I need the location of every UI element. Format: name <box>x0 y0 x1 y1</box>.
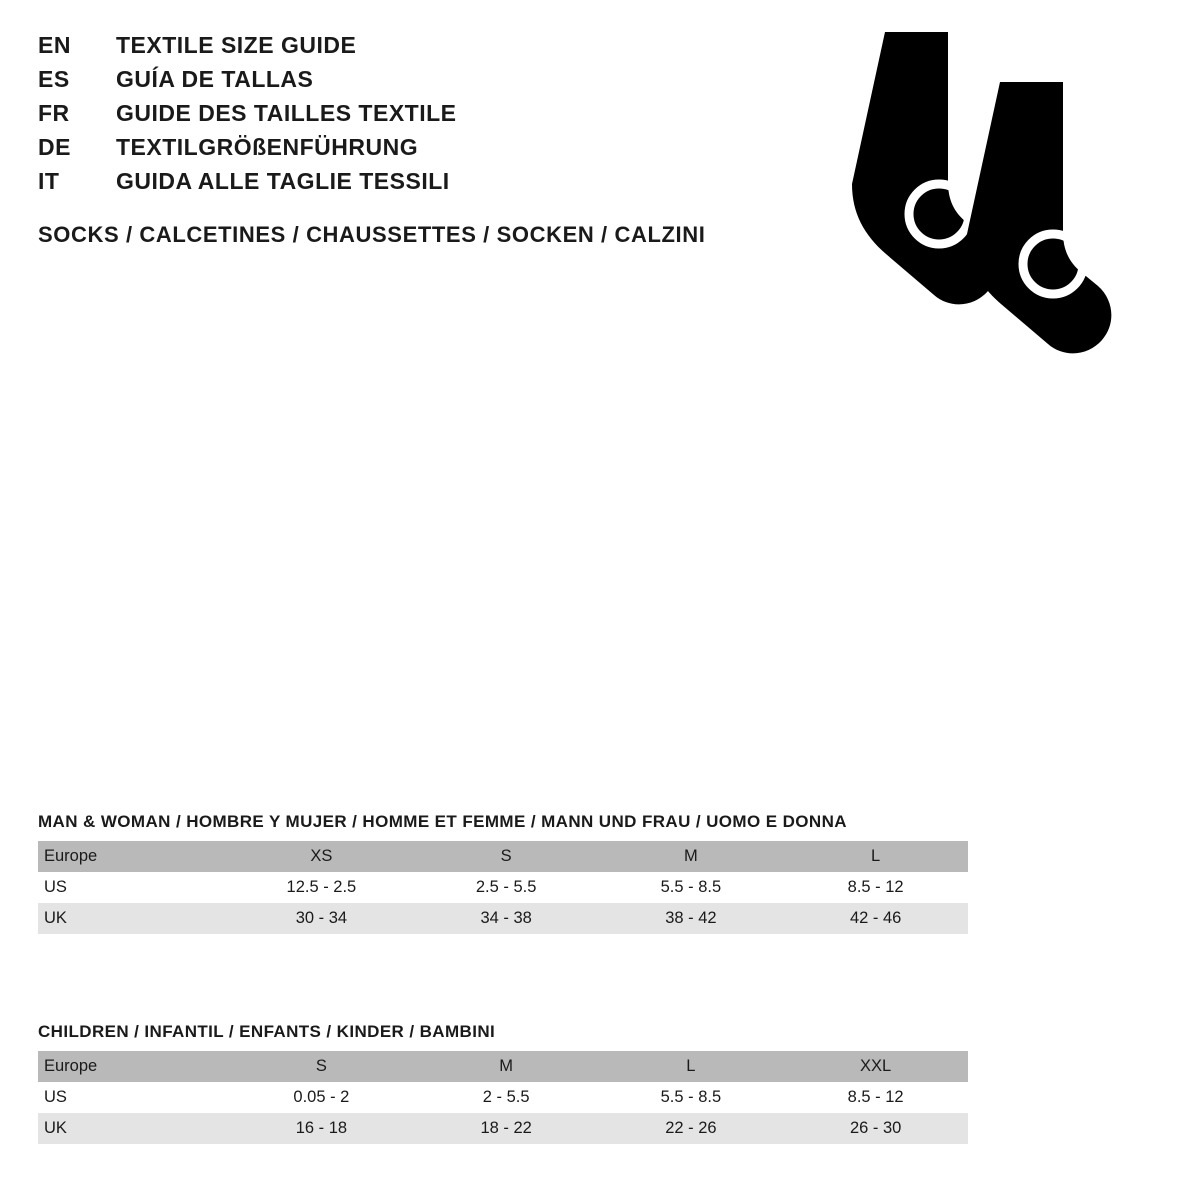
language-row-it <box>38 168 798 202</box>
cell-value: L <box>783 841 968 872</box>
cell-value: 22 - 26 <box>599 1113 784 1144</box>
section-title: CHILDREN / INFANTIL / ENFANTS / KINDER / BAMBINI <box>38 1022 496 1041</box>
size-section-children <box>38 1022 968 1144</box>
cell-value: XS <box>229 841 414 872</box>
table-row <box>38 872 968 903</box>
cell-value: 5.5 - 8.5 <box>599 872 784 903</box>
cell-value: 38 - 42 <box>599 903 784 934</box>
table-row <box>38 1113 968 1144</box>
language-code: EN <box>38 32 71 58</box>
row-label: Europe <box>38 841 229 872</box>
size-table-children <box>38 1051 968 1144</box>
cell-value: S <box>414 841 599 872</box>
socks-pair-icon <box>800 24 1130 354</box>
cell-value: 8.5 - 12 <box>783 872 968 903</box>
language-title: GUÍA DE TALLAS <box>116 66 314 92</box>
row-label: US <box>38 872 229 903</box>
size-table-adult <box>38 841 968 934</box>
cell-value: S <box>229 1051 414 1082</box>
cell-value: 16 - 18 <box>229 1113 414 1144</box>
cell-value: 34 - 38 <box>414 903 599 934</box>
cell-value: 2.5 - 5.5 <box>414 872 599 903</box>
cell-value: 0.05 - 2 <box>229 1082 414 1113</box>
language-title: GUIDA ALLE TAGLIE TESSILI <box>116 168 450 194</box>
language-code: IT <box>38 168 60 194</box>
table-row <box>38 1051 968 1082</box>
language-row-en <box>38 32 798 66</box>
language-code: DE <box>38 134 71 160</box>
row-label: UK <box>38 1113 229 1144</box>
cell-value: 18 - 22 <box>414 1113 599 1144</box>
table-row <box>38 1082 968 1113</box>
language-row-es <box>38 66 798 100</box>
cell-value: 8.5 - 12 <box>783 1082 968 1113</box>
language-row-fr <box>38 100 798 134</box>
language-list <box>38 32 798 202</box>
cell-value: 26 - 30 <box>783 1113 968 1144</box>
language-code: ES <box>38 66 70 92</box>
cell-value: L <box>599 1051 784 1082</box>
cell-value: M <box>414 1051 599 1082</box>
language-code: FR <box>38 100 70 126</box>
language-title: GUIDE DES TAILLES TEXTILE <box>116 100 457 126</box>
row-label: UK <box>38 903 229 934</box>
language-title: TEXTILGRÖßENFÜHRUNG <box>116 134 419 160</box>
row-label: US <box>38 1082 229 1113</box>
cell-value: 12.5 - 2.5 <box>229 872 414 903</box>
cell-value: XXL <box>783 1051 968 1082</box>
cell-value: 5.5 - 8.5 <box>599 1082 784 1113</box>
size-section-adult <box>38 812 968 934</box>
table-row <box>38 841 968 872</box>
language-title: TEXTILE SIZE GUIDE <box>116 32 357 58</box>
cell-value: 30 - 34 <box>229 903 414 934</box>
cell-value: 42 - 46 <box>783 903 968 934</box>
language-row-de <box>38 134 798 168</box>
section-title: MAN & WOMAN / HOMBRE Y MUJER / HOMME ET FEMME / MANN UND FRAU / UOMO E DONNA <box>38 812 847 831</box>
table-row <box>38 903 968 934</box>
cell-value: 2 - 5.5 <box>414 1082 599 1113</box>
row-label: Europe <box>38 1051 229 1082</box>
product-category-title: SOCKS / CALCETINES / CHAUSSETTES / SOCKEN / CALZINI <box>38 222 706 247</box>
cell-value: M <box>599 841 784 872</box>
